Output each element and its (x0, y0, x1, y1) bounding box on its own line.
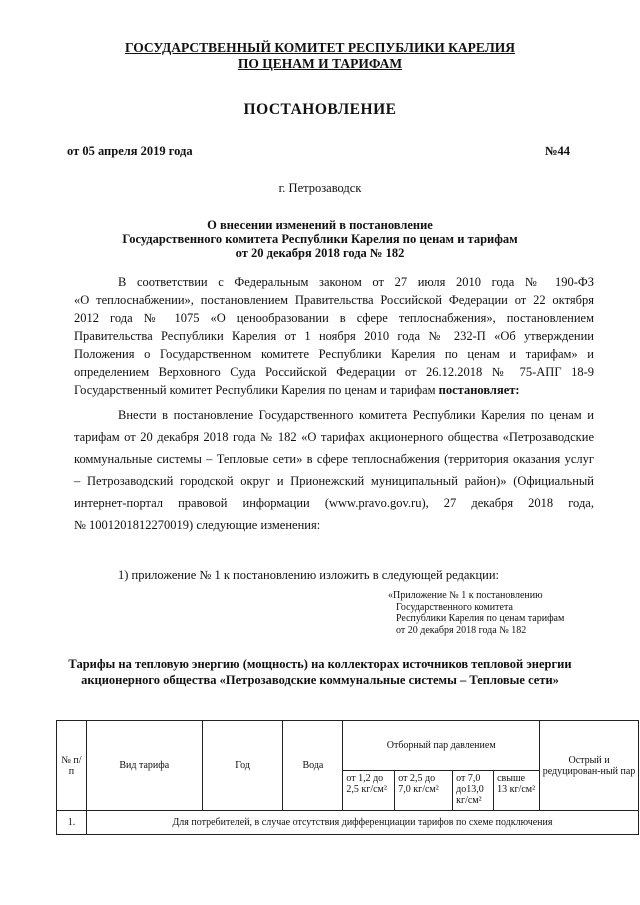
subject-line3: от 20 декабря 2018 года № 182 (235, 246, 405, 260)
header-extracted-steam: Отборный пар давлением (343, 721, 540, 771)
paragraph-line: Внести в постановление Государственного комитета Республики Карелия по ценам и (118, 408, 594, 422)
table-title-line1: Тарифы на тепловую энергию (мощность) на коллекторах источников тепловой энергии (68, 657, 572, 671)
document-subject (0, 218, 640, 260)
tariff-table-title (0, 656, 640, 688)
organization-header (0, 40, 640, 72)
appendix-line3: Республики Карелия по ценам тарифам (396, 613, 565, 624)
decree-keyword: постановляет: (438, 383, 520, 397)
paragraph-line: 2012 года № 1075 «О ценообразовании в сфере теплоснабжения», постановлением (74, 311, 594, 325)
paragraph-line: Положения о Государственном комитете Республики Карелия по ценам и тарифам» и (74, 347, 594, 361)
paragraph-line: «О теплоснабжении», постановлением Правительства Российской Федерации от 22 октября (74, 293, 594, 307)
subheader-pressure-1: от 1,2 до 2,5 кг/см² (343, 771, 395, 811)
document-number: №44 (545, 144, 571, 158)
paragraph-line: – Петрозаводский городской округ и Прионежский муниципальный район)» (Официальный (74, 474, 594, 488)
table-title-line2: акционерного общества «Петрозаводские коммунальные системы – Тепловые сети» (81, 673, 559, 687)
paragraph-line: Правительства Республики Карелия от 1 ноября 2010 года № 232-П «Об утверждении (74, 329, 594, 343)
table-header-row (57, 721, 639, 771)
subheader-pressure-2: от 2,5 до 7,0 кг/см² (395, 771, 453, 811)
paragraph-line: тарифам от 20 декабря 2018 года № 182 «О тарифах акционерного общества «Петрозаводские (74, 430, 594, 444)
paragraph-line: интернет-портал правовой информации (www.pravo.gov.ru), 27 декабря 2018 года, (74, 496, 594, 510)
paragraph-amendment (74, 404, 594, 536)
paragraph-line: В соответствии с Федеральным законом от 27 июля 2010 года № 190-ФЗ (118, 275, 594, 289)
row-description: Для потребителей, в случае отсутствия дифференциации тарифов по схеме подключения (86, 811, 638, 835)
header-year: Год (202, 721, 283, 811)
appendix-reference (388, 590, 564, 636)
paragraph-line: № 1001201812270019) следующие изменения: (74, 518, 321, 532)
header-water: Вода (283, 721, 343, 811)
header-sharp-steam: Острый и редуцирован-ный пар (540, 721, 639, 811)
header-number: № п/п (57, 721, 87, 811)
appendix-line4: от 20 декабря 2018 года № 182 (396, 624, 527, 636)
document-city: г. Петрозаводск (278, 181, 362, 195)
document-type-title: ПОСТАНОВЛЕНИЕ (243, 101, 397, 118)
header-tariff-type: Вид тарифа (86, 721, 202, 811)
org-name-line2: ПО ЦЕНАМ И ТАРИФАМ (237, 56, 403, 71)
subject-line1: О внесении изменений в постановление (207, 218, 433, 232)
paragraph-line (74, 381, 594, 399)
org-name-line1: ГОСУДАРСТВЕННЫЙ КОМИТЕТ РЕСПУБЛИКИ КАРЕЛИЯ (124, 40, 516, 55)
tariff-table (56, 720, 639, 835)
row-number: 1. (57, 811, 87, 835)
paragraph-line: определением Верховного Суда Российской Федерации от 26.12.2018 № 75-АПГ 18-9 (74, 365, 594, 379)
subheader-pressure-4: свыше 13 кг/см² (494, 771, 540, 811)
paragraph-line: коммунальные системы – Тепловые сети» в сфере теплоснабжения (территория оказания услуг (74, 452, 594, 466)
paragraph-preamble (74, 273, 594, 399)
table-row (57, 811, 639, 835)
paragraph-text: Государственный комитет Республики Карелия по ценам и тарифам (74, 383, 436, 397)
subheader-pressure-3: от 7,0 до13,0 кг/см² (453, 771, 494, 811)
subject-line2: Государственного комитета Республики Карелия по ценам и тарифам (122, 232, 518, 246)
document-date: от 05 апреля 2019 года (67, 144, 193, 158)
appendix-line1: «Приложение № 1 к постановлению (388, 590, 543, 601)
amendment-item-1: 1) приложение № 1 к постановлению изложить в следующей редакции: (118, 568, 500, 582)
appendix-line2: Государственного комитета (396, 601, 513, 613)
